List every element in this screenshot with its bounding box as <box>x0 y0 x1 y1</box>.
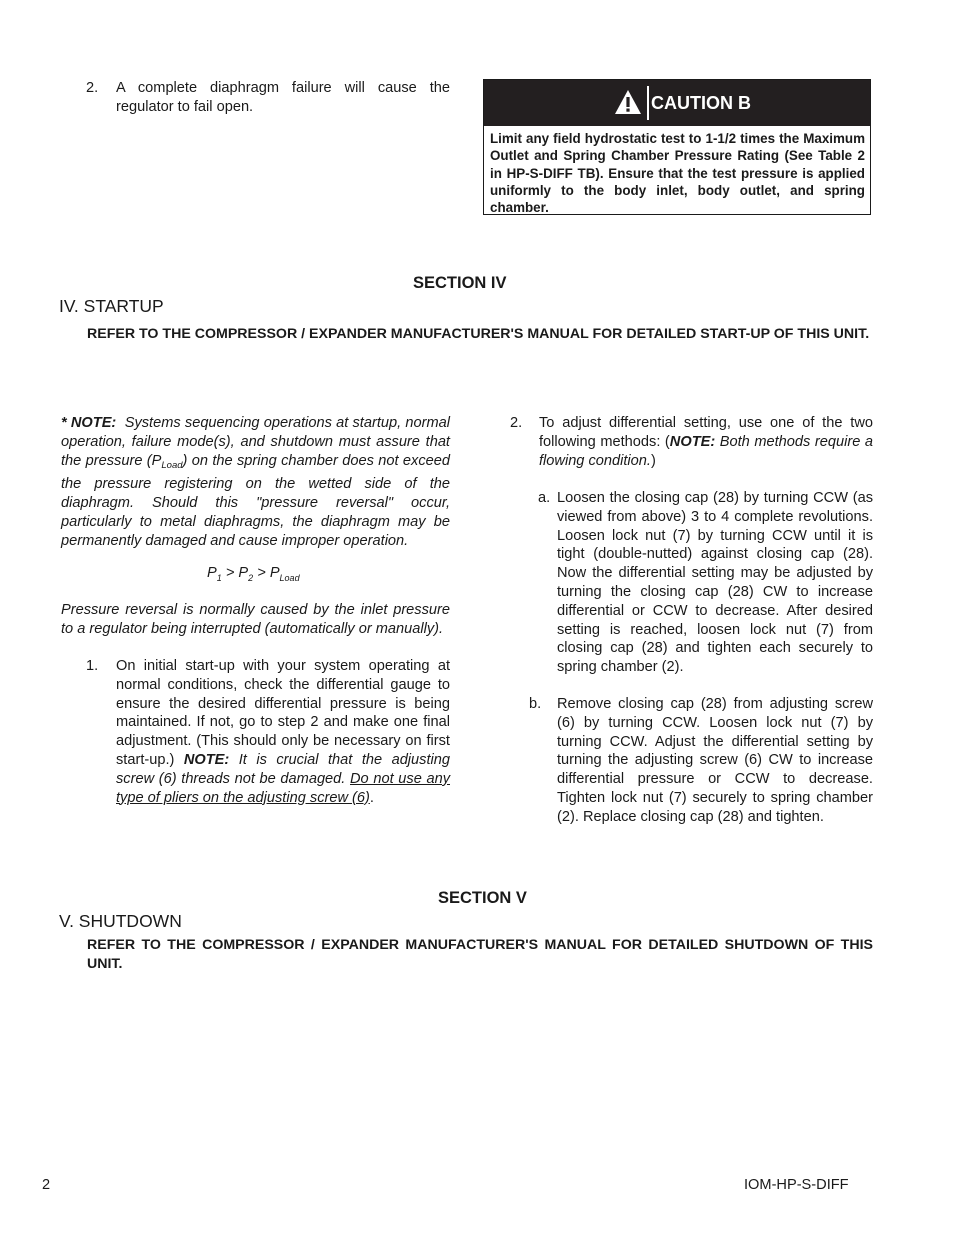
pressure-reversal-text: Pressure reversal is normally caused by the inlet pressure to a regulator being interrupted (automatically or manually). <box>61 602 450 637</box>
section-iv-title: SECTION IV <box>413 274 507 292</box>
caution-box <box>483 79 871 215</box>
caution-body: Limit any field hydrostatic test to 1-1/2 times the Maximum Outlet and Spring Chamber Pressure Rating (See Table 2 in HP-S-DIFF TB). Ensure that the test pressure is applied uniformly to the body inlet, body outlet, and spring chamber. <box>490 131 865 216</box>
note-text-after: ) on the spring chamber does not exceed the pressure registering on the wetted side of the diaphragm. Should this "pressure reversal" occur, particularly to metal diaphragms, the diaphragm may be permanently damaged and cause improper operation. <box>61 452 450 549</box>
item2-text: To adjust differential setting, use one of the two following methods: ( <box>539 415 873 450</box>
list-item-text <box>116 657 450 807</box>
shutdown-heading: V. SHUTDOWN <box>59 911 182 931</box>
formula-p3-sub: Load <box>279 572 300 583</box>
list-item-diaphragm-failure <box>86 79 450 117</box>
list-item-number: 1. <box>86 658 99 674</box>
item2-note-text: Both methods require a flowing condition. <box>539 433 873 469</box>
section-v-title: SECTION V <box>438 889 527 907</box>
list-item-initial-startup <box>86 657 450 807</box>
note-text-before: Systems sequencing operations at startup, normal operation, failure mode(s), and shutdown must assure that the pressure (P <box>61 415 451 469</box>
warning-triangle-icon <box>614 89 642 115</box>
pressure-note <box>61 414 450 551</box>
caution-title: CAUTION B <box>651 93 751 113</box>
formula-p3: P <box>269 565 280 581</box>
item2-note-label: NOTE: <box>669 433 716 450</box>
list-item-letter: b. <box>529 696 542 712</box>
item1-note-label: NOTE: <box>183 751 230 768</box>
item1-end: . <box>369 789 374 806</box>
list-item-method-b <box>529 695 873 827</box>
item1-note-text: It is crucial that the adjusting screw (6) threads not be damaged. <box>116 751 450 787</box>
list-item-adjust-differential <box>510 414 873 470</box>
list-item-number: 2. <box>86 80 99 96</box>
formula-p1-sub: 1 <box>216 572 222 583</box>
document-id: IOM-HP-S-DIFF <box>744 1177 849 1193</box>
item2-end: ) <box>650 452 656 469</box>
startup-refer-text: REFER TO THE COMPRESSOR / EXPANDER MANUFACTURER'S MANUAL FOR DETAILED START-UP OF THIS UNIT. <box>87 326 870 342</box>
list-item-text: A complete diaphragm failure will cause the regulator to fail open. <box>116 80 450 115</box>
note-subscript: Load <box>161 459 183 471</box>
item1-text: On initial start-up with your system operating at normal conditions, check the differential gauge to ensure the desired differential pressure is being maintained. If not, go to step 2 and make one final adjustment. (This should only be necessary on first start-up.) <box>116 658 450 768</box>
list-item-text: Loosen the closing cap (28) by turning CCW (as viewed from above) 3 to 4 complete revolutions. Loosen lock nut (7) by turning CCW until it is tight (double-nutted) against closing cap (28). Now the differential setting may be adjusted by turning the closing cap (28) CW to increase differential or CCW to decrease. After desired setting is reached, loosen lock nut (7) from closing cap (28) and tighten each securely to spring chamber (2). <box>557 490 873 676</box>
item1-underlined-warning: Do not use any type of pliers on the adjusting screw (6) <box>116 770 450 806</box>
formula-p2: P <box>238 565 249 581</box>
formula-p2-sub: 2 <box>248 572 254 583</box>
list-item-letter: a. <box>538 490 551 506</box>
shutdown-refer-text: REFER TO THE COMPRESSOR / EXPANDER MANUFACTURER'S MANUAL FOR DETAILED SHUTDOWN OF THIS UNIT. <box>87 937 873 972</box>
list-item-method-a <box>538 489 873 677</box>
startup-heading: IV. STARTUP <box>59 296 164 316</box>
caution-header <box>484 80 870 126</box>
list-item-text <box>539 414 873 470</box>
note-label: * NOTE: <box>61 415 117 431</box>
page-number: 2 <box>42 1177 51 1193</box>
formula-gt-2: > <box>257 565 266 581</box>
caution-divider <box>647 86 649 120</box>
formula-gt-1: > <box>225 565 235 581</box>
list-item-number: 2. <box>510 415 523 431</box>
formula-p1: P <box>207 565 217 581</box>
pressure-formula <box>207 564 300 588</box>
list-item-text: Remove closing cap (28) from adjusting screw (6) by turning CCW. Loosen lock nut (7) by turning CCW. Adjust the differential setting by turning the adjusting screw (6) CW to increase differential pressure or CCW to decrease. Tighten lock nut (7) securely to spring chamber (2). Replace closing cap (28) and tighten. <box>557 696 873 825</box>
